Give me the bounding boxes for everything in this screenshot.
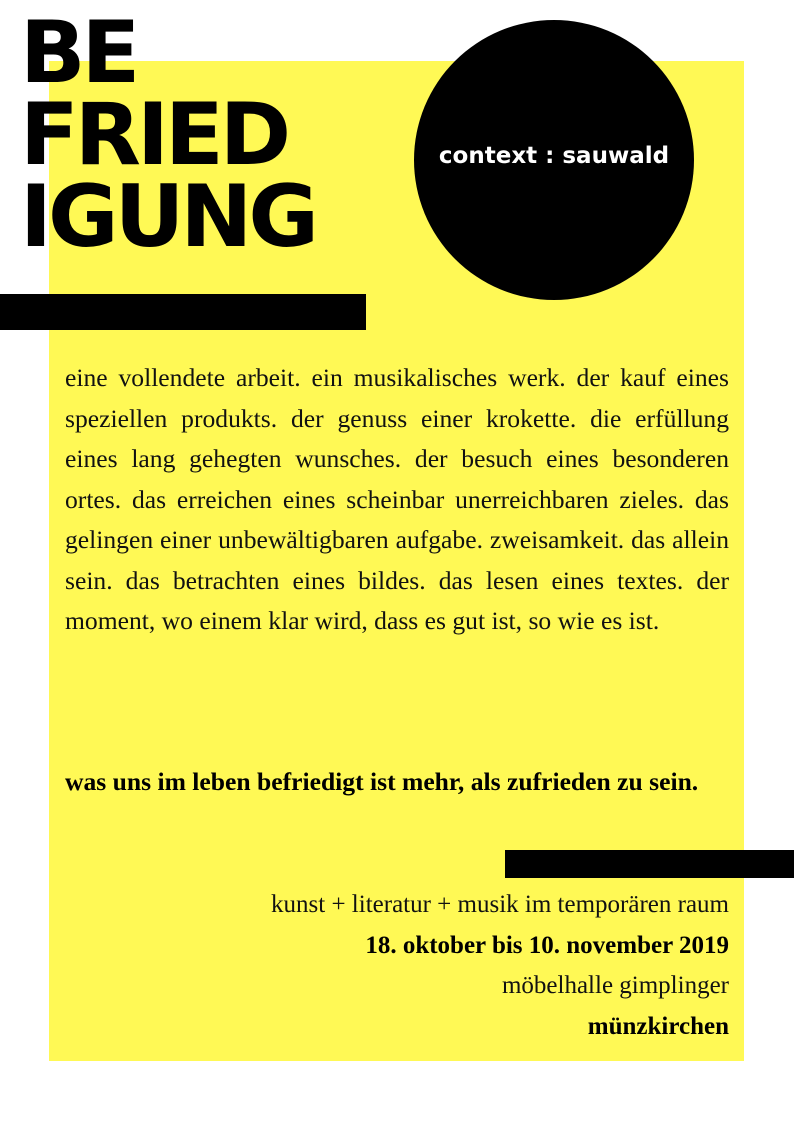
title-line-3: IGUNG xyxy=(20,167,315,267)
divider-bar-top xyxy=(0,294,366,330)
divider-bar-right xyxy=(505,850,794,878)
event-dates: 18. oktober bis 10. november 2019 xyxy=(365,931,729,959)
context-badge xyxy=(414,20,694,300)
event-location: münzkirchen xyxy=(587,1012,729,1040)
event-description: kunst + literatur + musik im temporären raum xyxy=(271,891,729,918)
title-line-1: BE xyxy=(20,3,137,103)
body-paragraph: eine vollendete arbeit. ein musikalisches werk. der kauf eines speziellen produkts. der genuss einer krokette. die erfüllung eines lang gehegten wunsches. der besuch eines besonderen ortes. das erreichen eines scheinbar unerreichbaren zieles. das gelingen einer unbewältigbaren aufgabe. zweisamkeit. das allein sein. das betrachten eines bildes. das lesen eines textes. der moment, wo einem klar wird, dass es gut ist, so wie es ist. xyxy=(65,363,729,635)
poster-title xyxy=(20,3,315,267)
event-venue: möbelhalle gimplinger xyxy=(501,972,729,999)
event-info xyxy=(49,885,729,1047)
title-line-2: FRIED xyxy=(20,85,288,185)
tagline: was uns im leben befriedigt ist mehr, als zufrieden zu sein. xyxy=(65,767,699,796)
context-badge-label: context : sauwald xyxy=(438,143,670,169)
